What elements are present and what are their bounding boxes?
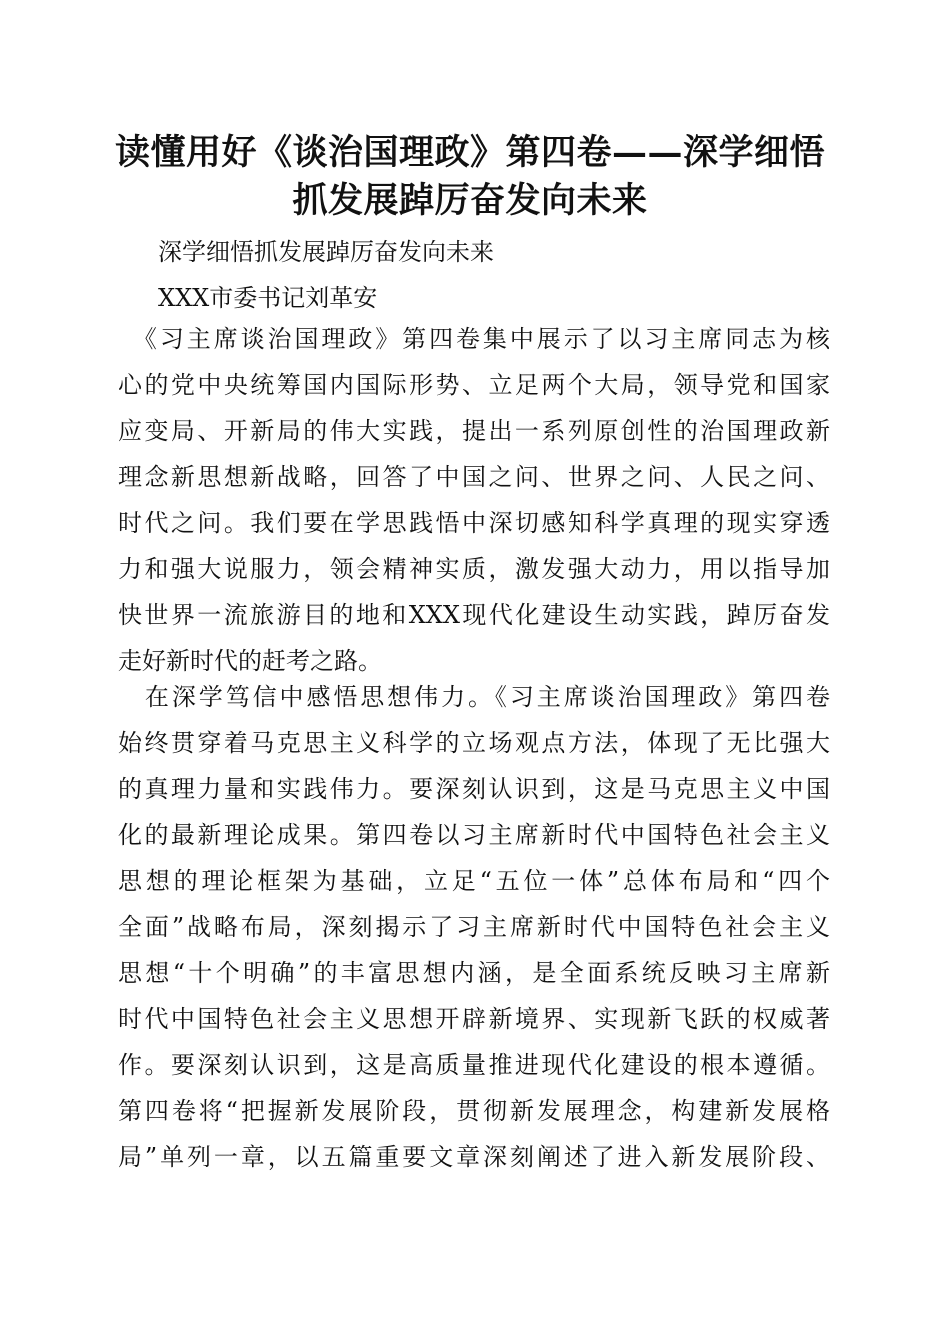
document-title-line-2: 抓发展踔厉奋发向未来 [292,180,648,221]
paragraph-line: 全面”战略布局，深刻揭示了习主席新时代中国特色社会主义 [118,913,830,941]
paragraph-line: 走好新时代的赶考之路。 [118,647,382,675]
paragraph-line: 局”单列一章，以五篇重要文章深刻阐述了进入新发展阶段、 [118,1143,830,1171]
paragraph-line: 在深学笃信中感悟思想伟力。《习主席谈治国理政》第四卷 [118,683,830,711]
paragraph-line: 的真理力量和实践伟力。要深刻认识到，这是马克思主义中国 [118,775,830,803]
paragraph-line: 力和强大说服力，领会精神实质，激发强大动力，用以指导加 [118,555,830,583]
paragraph-line: 始终贯穿着马克思主义科学的立场观点方法，体现了无比强大 [118,729,830,757]
paragraph-line: 时代中国特色社会主义思想开辟新境界、实现新飞跃的权威著 [118,1005,830,1033]
paragraph-line: 理念新思想新战略，回答了中国之问、世界之问、人民之问、 [118,463,830,491]
paragraph-line: 《习主席谈治国理政》第四卷集中展示了以习主席同志为核 [118,325,830,353]
paragraph-line: 心的党中央统筹国内国际形势、立足两个大局，领导党和国家 [118,371,830,399]
document-subtitle: 深学细悟抓发展踔厉奋发向未来 [158,238,494,266]
paragraph-line: 化的最新理论成果。第四卷以习主席新时代中国特色社会主义 [118,821,830,849]
paragraph-thought-power [118,674,830,1180]
document-title-line-1: 读懂用好《谈治国理政》第四卷——深学细悟 [114,132,825,173]
paragraph-line: 作。要深刻认识到，这是高质量推进现代化建设的根本遵循。 [118,1051,830,1079]
paragraph-intro [118,316,830,684]
paragraph-line: 思想的理论框架为基础，立足“五位一体”总体布局和“四个 [118,867,830,895]
paragraph-line: 思想“十个明确”的丰富思想内涵，是全面系统反映习主席新 [118,959,830,987]
document-author: XXX市委书记刘革安 [158,284,378,312]
paragraph-line: 时代之问。我们要在学思践悟中深切感知科学真理的现实穿透 [118,509,830,537]
paragraph-line: 快世界一流旅游目的地和XXX现代化建设生动实践，踔厉奋发 [118,601,830,629]
paragraph-line: 第四卷将“把握新发展阶段，贯彻新发展理念，构建新发展格 [118,1097,830,1125]
paragraph-line: 应变局、开新局的伟大实践，提出一系列原创性的治国理政新 [118,417,830,445]
